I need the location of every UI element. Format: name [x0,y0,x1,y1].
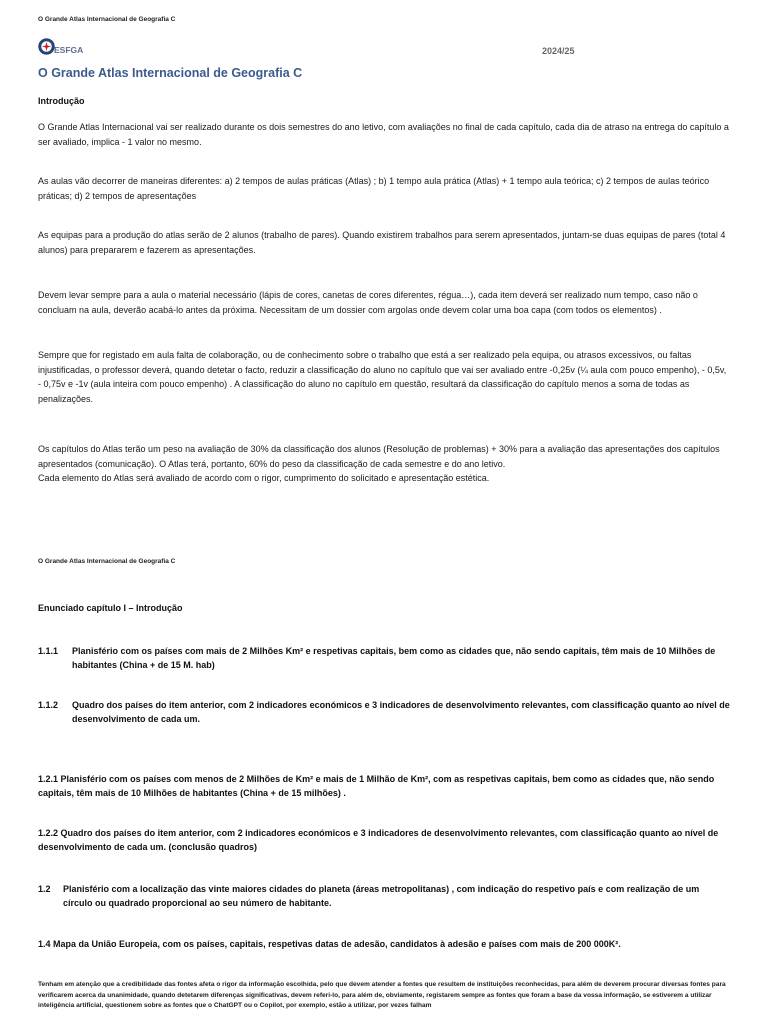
running-header: O Grande Atlas Internacional de Geografia C [38,16,176,23]
paragraph-penalties [38,348,730,406]
running-header: O Grande Atlas Internacional de Geografia C [38,558,176,565]
item-number: 1.2.1 [38,774,59,784]
item-number: 1.4 [38,939,51,949]
item-number: 1.1.2 [38,700,59,710]
item-number: 1.1.1 [38,646,59,656]
paragraph-text: Os capítulos do Atlas terão um peso na avaliação de 30% da classificação dos alunos (Resolução de problemas) + 30% para a avaliação das apresentações dos capítulos apresentados (comunicação). O Atlas terá, portanto, 60% do peso da classificação de cada semestre e do ano letivo. [38,444,720,469]
school-year: 2024/25 [542,46,575,56]
item-text: Quadro dos países do item anterior, com 2 indicadores económicos e 3 indicadores de desenvolvimento relevantes, com classificação quanto ao nível de desenvolvimento de cada um. (conclusão quadros) [38,828,719,853]
list-item [38,882,730,910]
school-logo [38,38,83,55]
item-number: 1.2 [38,884,51,894]
paragraph-text: As equipas para a produção do atlas serão de 2 alunos (trabalho de pares). Quando existirem trabalhos para serem apresentados, juntam-se duas equipas de pares (total 4 alunos) para prepararem e fazerem as apresentações. [38,230,726,255]
paragraph-text: As aulas vão decorrer de maneiras diferentes: a) 2 tempos de aulas práticas (Atlas) ; b) 1 tempo aula prática (Atlas) + 1 tempo aula teórica; c) 2 tempos de aulas teórico práticas; d) 2 tempos de apresentações [38,176,710,201]
paragraph-teams [38,228,730,257]
paragraph-evaluation [38,120,730,149]
list-item [38,698,730,726]
paragraph-text: Devem levar sempre para a aula o material necessário (lápis de cores, canetas de cores diferentes, régua…), cada item deverá ser realizado num tempo, caso não o concluam na aula, deverão acabá-lo antes da próxima. Necessitam de um dossier com argolas onde devem colar uma boa capa (com todos os elementos) . [38,290,698,315]
list-item [38,826,730,854]
sources-footnote: Tenham em atenção que a credibilidade das fontes afeta o rigor da informação escolhida, pelo que devem atender a fontes que resultem de instituições reconhecidas, para além de deverem procurar diversas fontes para verificarem acerca da unanimidade, quando detetarem diferenças significativas, devem referi-lo, para além de, obviamente, registarem sempre as fontes que foram a base da vossa informação, se estiverem a utilizar inteligência artificial, questionem sobre as fontes que o ChatGPT ou o Copilot, por exemplo, estão a utilizar, por vezes falham [38,981,726,1009]
section-heading: Enunciado capítulo I – Introdução [38,603,183,613]
item-text: Planisfério com os países com mais de 2 Milhões Km² e respetivas capitais, bem como as cidades que, não sendo capitais, têm mais de 10 Milhões de habitantes (China + de 15 M. hab) [72,646,716,671]
paragraph-classes [38,174,730,203]
paragraph-weighting [38,442,730,486]
item-text: Planisfério com a localização das vinte maiores cidades do planeta (áreas metropolitanas) , com indicação do respetivo país e com realização de um círculo ou quadrado proporcional ao seu número de habitante. [63,884,700,909]
paragraph-materials [38,288,730,317]
item-number: 1.2.2 [38,828,59,838]
paragraph-text: Cada elemento do Atlas será avaliado de acordo com o rigor, cumprimento do solicitado e apresentação estética. [38,473,490,484]
list-item [38,937,730,951]
paragraph-text: Sempre que for registado em aula falta de colaboração, ou de conhecimento sobre o trabalho que está a ser realizado pela equipa, ou atrasos excessivos, ou faltas injustificadas, o professor deverá, quando detetar o facto, reduzir a classificação do aluno no capítulo que vai ser avaliado entre -0,25v (¼ aula com pouco empenho), - 0,5v, - 0,75v e -1v (aula inteira com pouco empenho) . A classificação do aluno no capítulo em questão, resultará da classificação do capítulo menos a soma de todas as penalizações. [38,350,727,404]
paragraph-text: O Grande Atlas Internacional vai ser realizado durante os dois semestres do ano letivo, com avaliações no final de cada capítulo, cada dia de atraso na entrega do capítulo a ser avaliado, implica - 1 valor no mesmo. [38,122,729,147]
school-emblem-icon [38,38,55,55]
logo-text: ESFGA [54,45,84,55]
item-text: Mapa da União Europeia, com os países, capitais, respetivas datas de adesão, candidatos à adesão e países com mais de 200 000K². [53,939,621,949]
document-title: O Grande Atlas Internacional de Geografia C [38,66,303,80]
list-item [38,644,730,672]
intro-heading: Introdução [38,96,85,106]
list-item [38,772,730,800]
item-text: Planisfério com os países com menos de 2 Milhões de Km² e mais de 1 Milhão de Km², com as respetivas capitais, bem como as cidades que, não sendo capitais, têm mais de 10 Milhões de habitantes (China + de 15 milhões) . [38,774,715,799]
item-text: Quadro dos países do item anterior, com 2 indicadores económicos e 3 indicadores de desenvolvimento relevantes, com classificação quanto ao nível de desenvolvimento de cada um. [72,700,730,725]
